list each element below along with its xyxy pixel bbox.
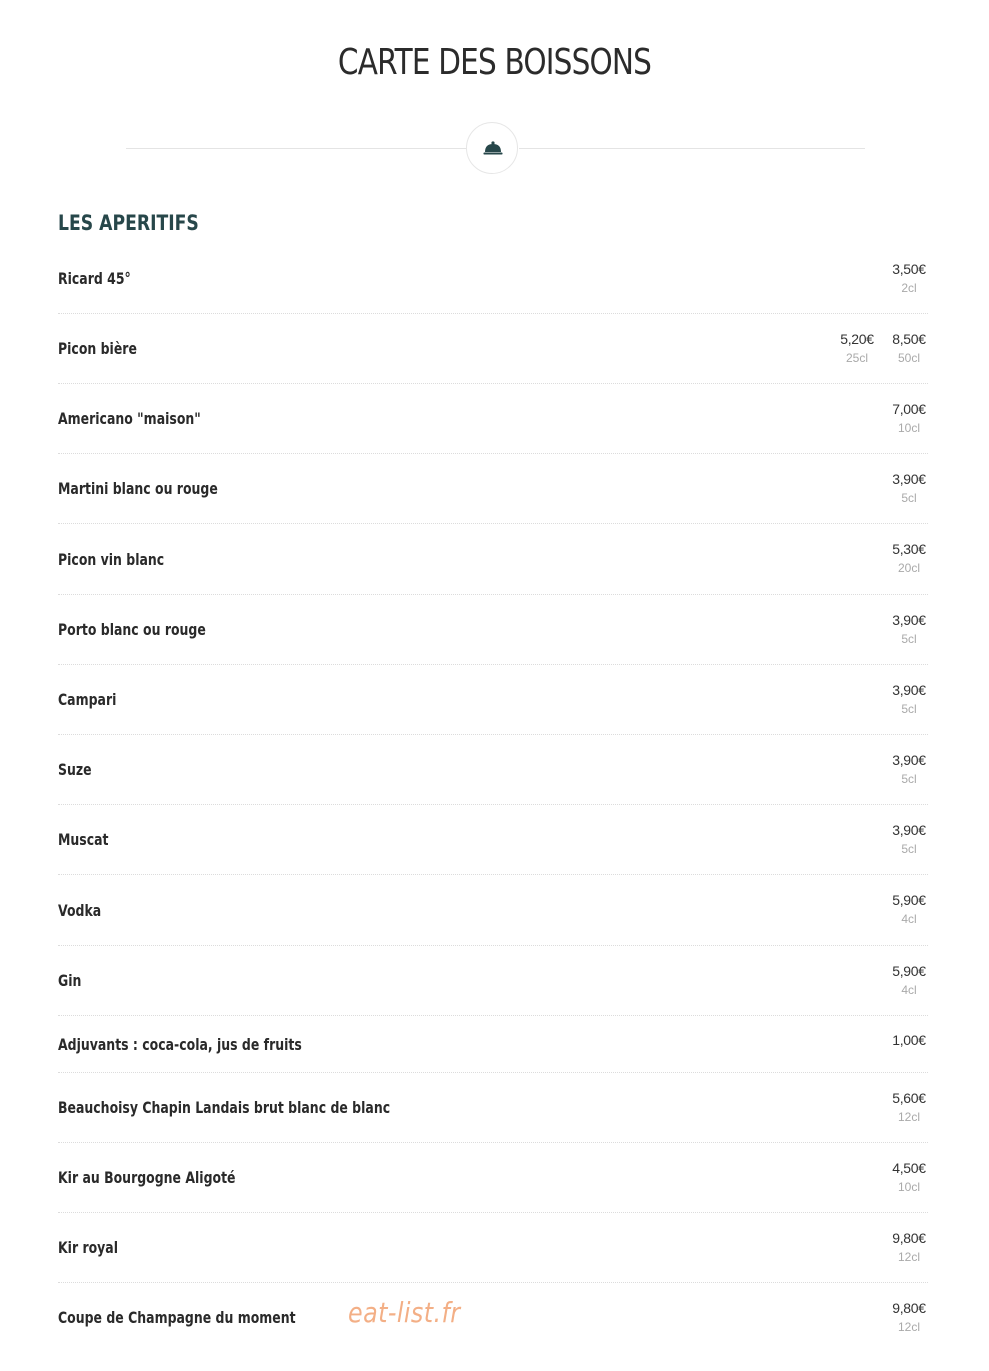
price-value: 3,90€ [892, 471, 926, 487]
item-name: Americano "maison" [58, 409, 201, 428]
price-block [890, 1229, 928, 1265]
cloche-icon [483, 140, 503, 156]
item-name: Picon bière [58, 339, 137, 358]
price-value: 3,90€ [892, 612, 926, 628]
watermark: eat-list.fr [348, 1296, 461, 1329]
price-block [890, 1299, 928, 1335]
price-value: 9,80€ [892, 1230, 926, 1246]
item-name: Kir royal [58, 1238, 119, 1257]
price-value: 1,00€ [892, 1032, 926, 1048]
item-name: Coupe de Champagne du moment [58, 1308, 296, 1327]
price-volume: 12cl [897, 1250, 920, 1264]
item-prices [890, 1299, 928, 1335]
item-prices [890, 1229, 928, 1265]
price-value: 3,90€ [892, 682, 926, 698]
price-volume: 10cl [897, 421, 920, 435]
item-name: Picon vin blanc [58, 550, 165, 569]
menu-item [58, 875, 928, 946]
price-volume: 10cl [897, 1180, 920, 1194]
item-name: Adjuvants : coca-cola, jus de fruits [58, 1035, 302, 1054]
menu-item [58, 735, 928, 805]
menu-item [58, 1283, 928, 1353]
item-prices [890, 611, 928, 647]
price-value: 5,90€ [892, 963, 926, 979]
price-value: 5,60€ [892, 1090, 926, 1106]
price-block [890, 470, 928, 506]
price-block [890, 751, 928, 787]
item-name: Suze [58, 760, 92, 779]
item-prices [890, 681, 928, 717]
item-prices [890, 400, 928, 436]
price-volume: 50cl [897, 351, 920, 365]
price-block [890, 260, 928, 296]
item-prices [890, 1159, 928, 1195]
price-value: 7,00€ [892, 401, 926, 417]
price-volume: 4cl [901, 983, 917, 997]
page-title: CARTE DES BOISSONS [337, 42, 652, 83]
price-volume: 4cl [901, 912, 917, 926]
divider-right [519, 148, 865, 149]
item-name: Porto blanc ou rouge [58, 620, 206, 639]
menu-item [58, 595, 928, 665]
item-name: Beauchoisy Chapin Landais brut blanc de blanc [58, 1098, 391, 1117]
item-prices [890, 962, 928, 998]
price-volume: 5cl [901, 632, 917, 646]
item-name: Campari [58, 690, 117, 709]
price-value: 8,50€ [892, 331, 926, 347]
price-block [890, 1031, 928, 1049]
item-name: Ricard 45° [58, 269, 131, 288]
item-prices [890, 751, 928, 787]
menu-item [58, 454, 928, 524]
menu-list [58, 244, 928, 1353]
price-value: 5,90€ [892, 892, 926, 908]
item-name: Kir au Bourgogne Aligoté [58, 1168, 236, 1187]
price-value: 5,30€ [892, 541, 926, 557]
price-volume: 2cl [901, 281, 917, 295]
menu-item [58, 524, 928, 595]
menu-item [58, 1143, 928, 1213]
price-block [890, 1089, 928, 1125]
price-block [890, 681, 928, 717]
menu-item [58, 244, 928, 314]
item-prices [890, 821, 928, 857]
price-volume: 5cl [901, 842, 917, 856]
cloche-badge [466, 122, 518, 174]
menu-item [58, 1213, 928, 1283]
item-name: Vodka [58, 901, 102, 920]
section-title: LES APERITIFS [58, 211, 199, 235]
price-value: 4,50€ [892, 1160, 926, 1176]
price-volume: 20cl [897, 561, 920, 575]
item-prices [890, 540, 928, 576]
menu-item [58, 1016, 928, 1073]
price-block [890, 330, 928, 366]
price-volume: 5cl [901, 702, 917, 716]
item-prices [890, 470, 928, 506]
divider-left [126, 148, 466, 149]
price-block [890, 400, 928, 436]
menu-item [58, 1073, 928, 1143]
price-block [890, 611, 928, 647]
price-block [890, 1159, 928, 1195]
price-volume: 5cl [901, 772, 917, 786]
price-value: 3,90€ [892, 822, 926, 838]
item-prices [838, 330, 928, 366]
menu-item [58, 384, 928, 454]
price-value: 9,80€ [892, 1300, 926, 1316]
item-prices [890, 891, 928, 927]
price-block [890, 821, 928, 857]
item-name: Muscat [58, 830, 109, 849]
price-block [890, 962, 928, 998]
price-block [890, 540, 928, 576]
price-value: 3,90€ [892, 752, 926, 768]
price-value: 3,50€ [892, 261, 926, 277]
menu-item [58, 805, 928, 875]
menu-item [58, 314, 928, 384]
price-block [838, 330, 876, 366]
item-prices [890, 260, 928, 296]
item-name: Martini blanc ou rouge [58, 479, 218, 498]
price-volume: 5cl [901, 491, 917, 505]
price-volume: 12cl [897, 1320, 920, 1334]
item-name: Gin [58, 971, 82, 990]
menu-item [58, 946, 928, 1016]
price-volume: 25cl [845, 351, 868, 365]
item-prices [890, 1031, 928, 1049]
menu-item [58, 665, 928, 735]
price-block [890, 891, 928, 927]
price-value: 5,20€ [840, 331, 874, 347]
item-prices [890, 1089, 928, 1125]
price-volume: 12cl [897, 1110, 920, 1124]
